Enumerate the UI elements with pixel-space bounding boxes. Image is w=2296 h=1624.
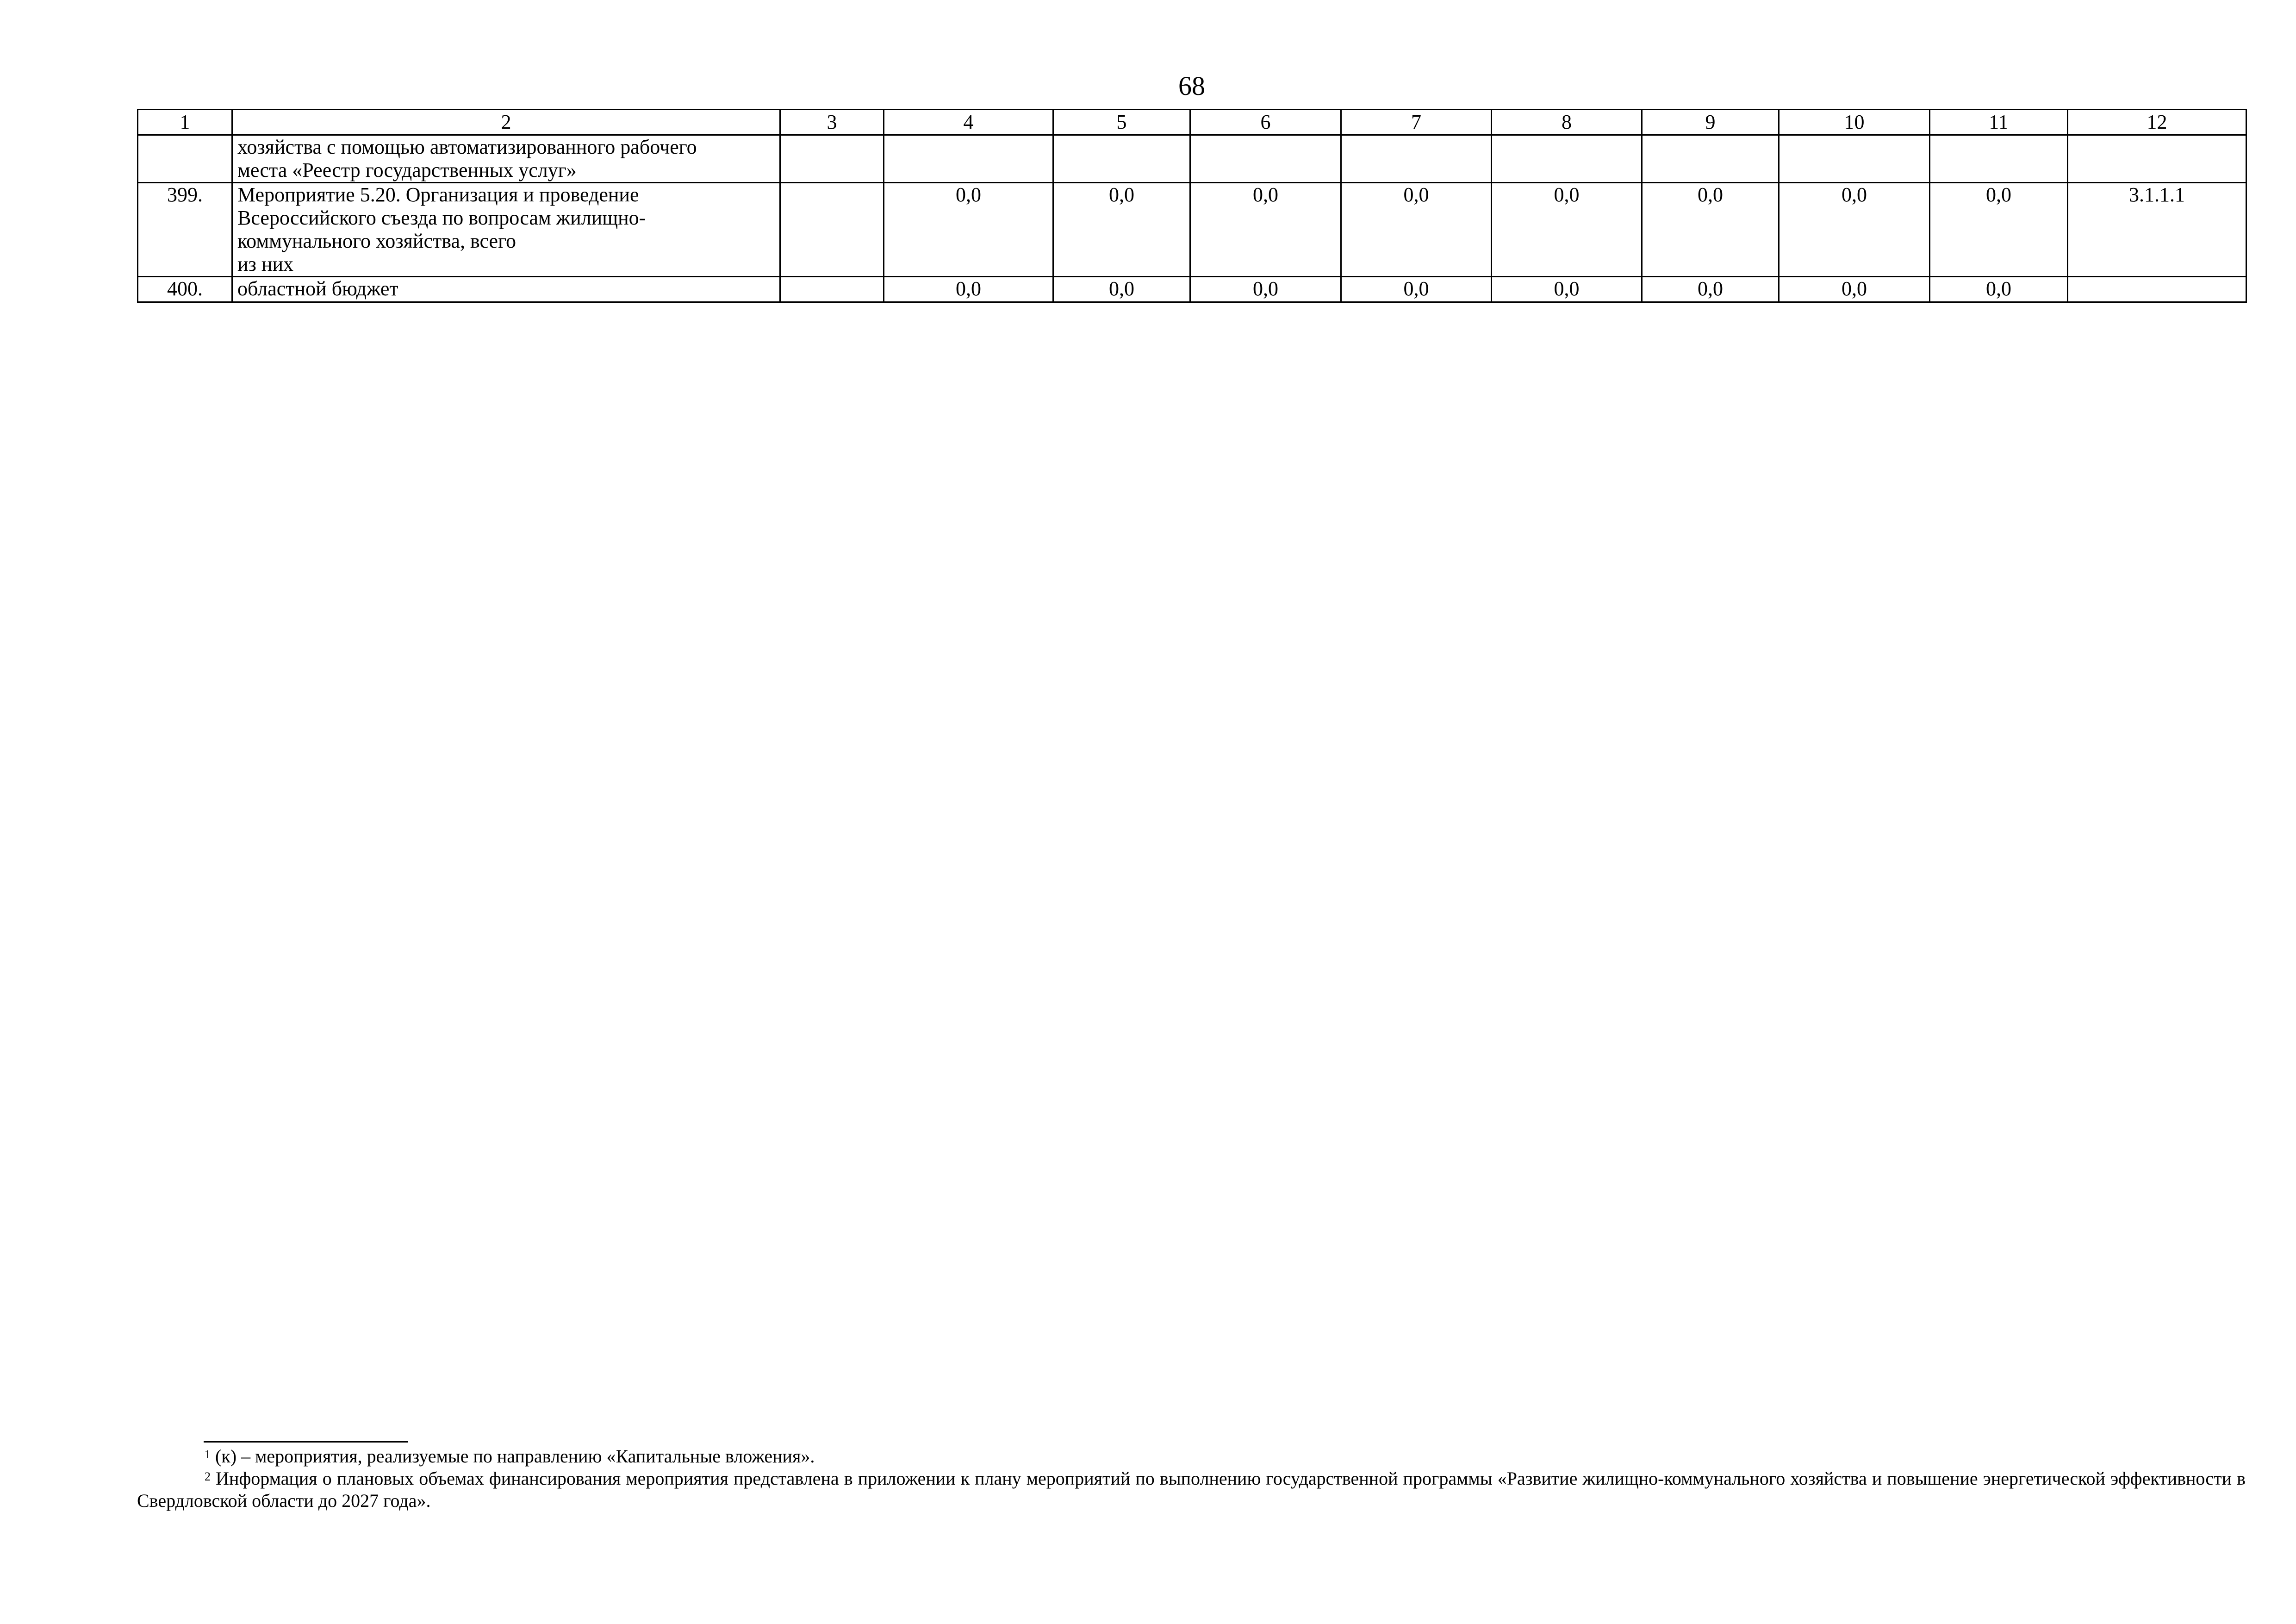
row-name-cell: областной бюджет <box>232 277 780 302</box>
footnote-text: Информация о плановых объемах финансирования мероприятия представлена в приложении к плану мероприятий по выполнению государственной программы «Развитие жилищно-коммунального хозяйства и повышение энергетической эффективности в Свердловской области до 2027 года». <box>137 1468 2246 1511</box>
value-cell: 0,0 <box>1190 183 1341 277</box>
value-cell: 0,0 <box>1642 277 1779 302</box>
value-cell <box>1930 135 2068 183</box>
value-cell <box>780 277 884 302</box>
value-cell: 0,0 <box>884 277 1053 302</box>
footnote-separator <box>204 1441 408 1443</box>
footnote-mark: 1 <box>205 1448 211 1461</box>
value-cell <box>780 135 884 183</box>
value-cell: 0,0 <box>1642 183 1779 277</box>
value-cell <box>884 135 1053 183</box>
target-code-cell: 3.1.1.1 <box>2068 183 2246 277</box>
header-cell: 12 <box>2068 110 2246 135</box>
header-cell: 4 <box>884 110 1053 135</box>
value-cell <box>1341 135 1492 183</box>
value-cell: 0,0 <box>1779 277 1930 302</box>
footnote-mark: 2 <box>205 1470 211 1483</box>
value-cell <box>780 183 884 277</box>
value-cell: 0,0 <box>1190 277 1341 302</box>
table-row <box>138 277 2246 302</box>
value-cell: 0,0 <box>1930 277 2068 302</box>
value-cell: 0,0 <box>1779 183 1930 277</box>
header-cell: 3 <box>780 110 884 135</box>
value-cell: 0,0 <box>1930 183 2068 277</box>
header-cell: 11 <box>1930 110 2068 135</box>
target-code-cell <box>2068 277 2246 302</box>
value-cell: 0,0 <box>1341 183 1492 277</box>
value-cell: 0,0 <box>1053 183 1190 277</box>
table-row <box>138 183 2246 277</box>
value-cell: 0,0 <box>884 183 1053 277</box>
table-row <box>138 135 2246 183</box>
header-cell: 6 <box>1190 110 1341 135</box>
table-header-row <box>138 110 2246 135</box>
row-number-cell: 399. <box>138 183 232 277</box>
value-cell <box>1190 135 1341 183</box>
row-name-cell: Мероприятие 5.20. Организация и проведение Всероссийского съезда по вопросам жилищно- коммунального хозяйства, всего из них <box>232 183 780 277</box>
value-cell <box>1053 135 1190 183</box>
page-number: 68 <box>1178 71 1205 101</box>
header-cell: 2 <box>232 110 780 135</box>
value-cell: 0,0 <box>1053 277 1190 302</box>
header-cell: 1 <box>138 110 232 135</box>
row-name-cell: хозяйства с помощью автоматизированного рабочего места «Реестр государственных услуг» <box>232 135 780 183</box>
financing-table <box>137 109 2247 303</box>
value-cell: 0,0 <box>1492 277 1642 302</box>
value-cell <box>1779 135 1930 183</box>
value-cell <box>1642 135 1779 183</box>
value-cell: 0,0 <box>1341 277 1492 302</box>
header-cell: 8 <box>1492 110 1642 135</box>
footnote-text: (к) – мероприятия, реализуемые по направлению «Капитальные вложения». <box>215 1446 815 1467</box>
value-cell <box>1492 135 1642 183</box>
row-number-cell <box>138 135 232 183</box>
target-code-cell <box>2068 135 2246 183</box>
header-cell: 9 <box>1642 110 1779 135</box>
value-cell: 0,0 <box>1492 183 1642 277</box>
header-cell: 5 <box>1053 110 1190 135</box>
footnotes <box>137 1445 2246 1512</box>
footnote-1 <box>137 1445 2246 1468</box>
row-number-cell: 400. <box>138 277 232 302</box>
header-cell: 7 <box>1341 110 1492 135</box>
footnote-2 <box>137 1468 2246 1512</box>
header-cell: 10 <box>1779 110 1930 135</box>
